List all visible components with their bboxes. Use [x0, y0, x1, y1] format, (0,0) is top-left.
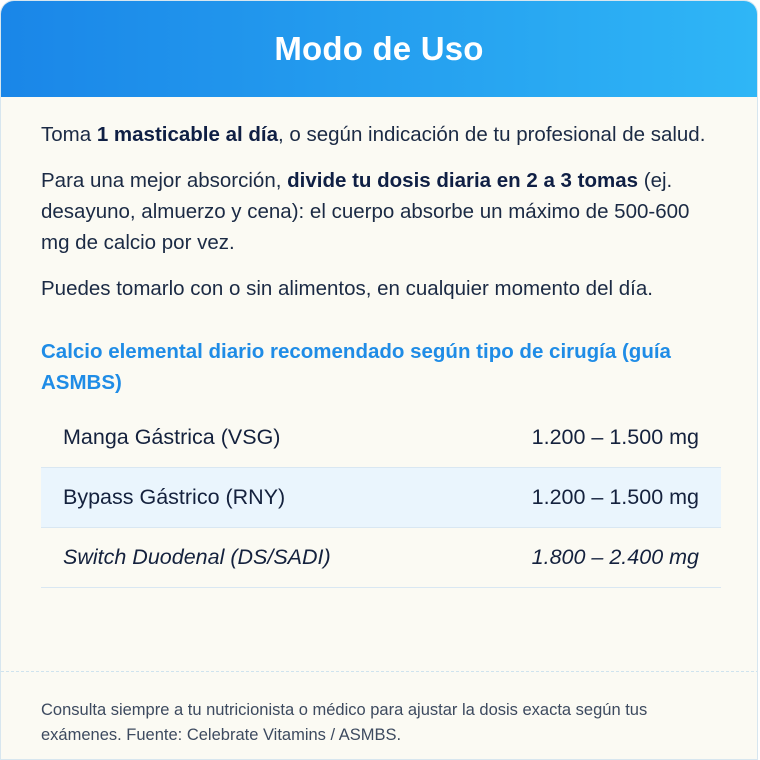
calcium-dose: 1.200 – 1.500 mg [531, 425, 699, 449]
dosage-text-pre: Toma [41, 123, 97, 146]
dosage-text-bold: 1 masticable al día [96, 123, 279, 146]
surgery-name: Manga Gástrica (VSG) [63, 425, 281, 449]
absorption-text-pre: Para una mejor absorción, [41, 169, 288, 192]
footer-note: Consulta siempre a tu nutricionista o médico para ajustar la dosis exacta según tus exámenes. Fuente: Celebrate Vitamins / ASMBS. [41, 701, 648, 744]
dosage-text-post: , o según indicación de tu profesional de salud. [278, 123, 706, 146]
surgery-name: Switch Duodenal (DS/SADI) [63, 545, 331, 569]
absorption-text-post: (ej. desayuno, almuerzo y cena): el cuerpo absorbe un máximo de 500-600 mg de calcio por vez. [41, 169, 690, 254]
card-header [1, 1, 757, 97]
calcium-table [41, 408, 721, 588]
surgery-name: Bypass Gástrico (RNY) [63, 485, 286, 509]
table-row [41, 468, 721, 528]
table-row [41, 408, 721, 468]
card-content [1, 97, 757, 588]
card-title: Modo de Uso [274, 30, 484, 67]
footer-divider [1, 671, 758, 672]
absorption-text-bold: divide tu dosis diaria en 2 a 3 tomas [287, 169, 639, 192]
timing-paragraph: Puedes tomarlo con o sin alimentos, en cualquier momento del día. [41, 277, 653, 300]
calcium-section-title: Calcio elemental diario recomendado según tipo de cirugía (guía ASMBS) [41, 340, 671, 394]
calcium-dose: 1.800 – 2.400 mg [531, 545, 699, 569]
calcium-dose: 1.200 – 1.500 mg [531, 485, 699, 509]
absorption-paragraph [41, 165, 717, 258]
table-row [41, 528, 721, 588]
dosage-paragraph [41, 119, 717, 150]
